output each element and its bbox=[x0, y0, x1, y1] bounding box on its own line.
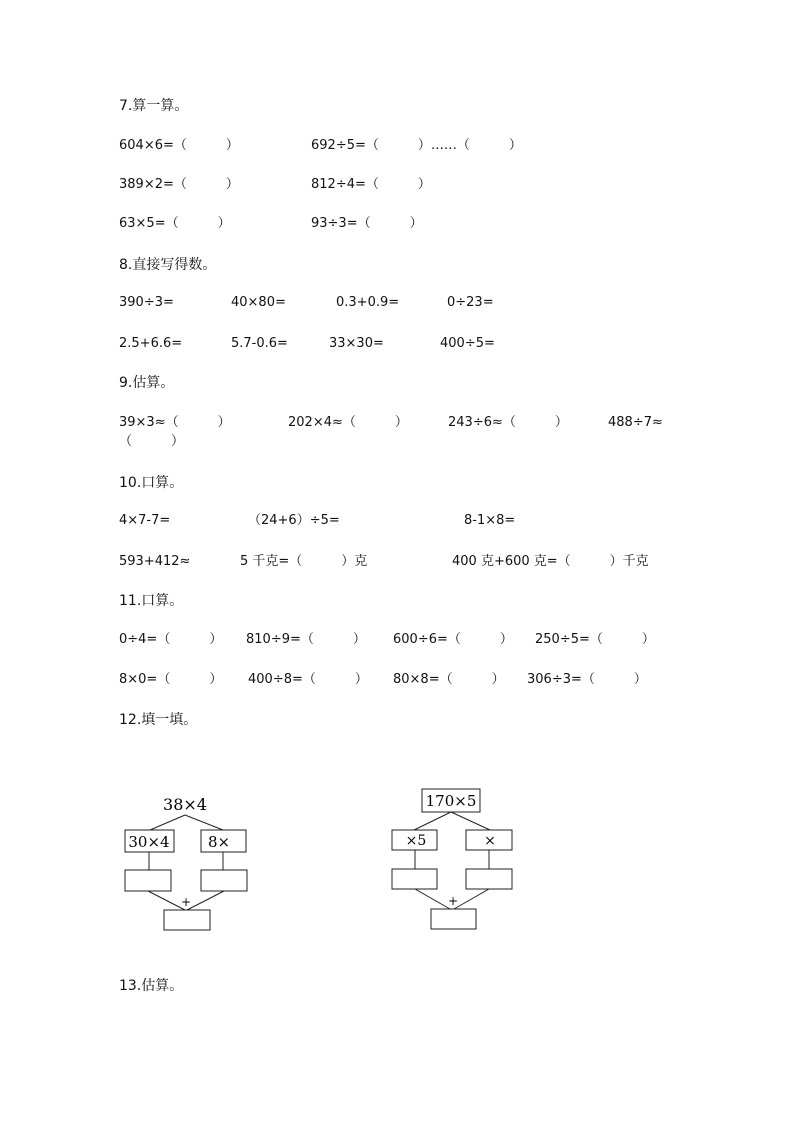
section-7-title: 7.算一算。 bbox=[119, 98, 189, 114]
problem-10-5: 5 千克=（ ）克 bbox=[240, 554, 368, 569]
section-12-title: 12.填一填。 bbox=[119, 712, 198, 728]
problem-7-6: 93÷3=（ ） bbox=[311, 216, 423, 231]
problem-8-4: 0÷23= bbox=[447, 295, 494, 310]
diagram-2-sum-box bbox=[431, 909, 476, 929]
problem-11-2: 810÷9=（ ） bbox=[246, 632, 366, 647]
problem-9-4: 488÷7≈ bbox=[608, 415, 663, 430]
diagram-2-right-answer-box bbox=[466, 869, 512, 889]
problem-8-2: 40×80= bbox=[231, 295, 286, 310]
problem-8-7: 33×30= bbox=[329, 336, 384, 351]
diagram-1-op: + bbox=[180, 895, 192, 909]
problem-11-3: 600÷6=（ ） bbox=[393, 632, 513, 647]
problem-10-2: （24+6）÷5= bbox=[248, 513, 340, 528]
problem-11-8: 306÷3=（ ） bbox=[527, 672, 647, 687]
problem-9-3: 243÷6≈（ ） bbox=[448, 415, 568, 430]
problem-9-1: 39×3≈（ ） bbox=[119, 415, 231, 430]
problem-8-1: 390÷3= bbox=[119, 295, 174, 310]
problem-11-4: 250÷5=（ ） bbox=[535, 632, 655, 647]
diagram-2-left: ×5 bbox=[405, 833, 427, 849]
section-13-title: 13.估算。 bbox=[119, 978, 184, 994]
problem-8-6: 5.7-0.6= bbox=[231, 336, 288, 351]
section-11-title: 11.口算。 bbox=[119, 593, 184, 609]
diagram-2-op: + bbox=[447, 894, 459, 908]
problem-7-2: 692÷5=（ ）……（ ） bbox=[311, 138, 522, 153]
problem-10-3: 8-1×8= bbox=[464, 513, 516, 528]
problem-7-1: 604×6=（ ） bbox=[119, 138, 239, 153]
problem-9-4-answer: （ ） bbox=[119, 434, 185, 449]
diagram-1-right-answer-box bbox=[201, 870, 247, 891]
problem-11-5: 8×0=（ ） bbox=[119, 672, 223, 687]
diagram-1-sum-box bbox=[164, 910, 210, 930]
problem-9-2: 202×4≈（ ） bbox=[288, 415, 408, 430]
problem-10-6: 400 克+600 克=（ ）千克 bbox=[452, 554, 649, 569]
diagram-2-left-answer-box bbox=[392, 869, 437, 889]
diagram-1-left-answer-box bbox=[125, 870, 171, 891]
problem-10-1: 4×7-7= bbox=[119, 513, 171, 528]
problem-7-3: 389×2=（ ） bbox=[119, 177, 239, 192]
problem-11-1: 0÷4=（ ） bbox=[119, 632, 223, 647]
diagram-1-right: 8× bbox=[207, 833, 231, 851]
problem-8-3: 0.3+0.9= bbox=[336, 295, 400, 310]
problem-10-4: 593+412≈ bbox=[119, 554, 191, 569]
diagram-2-right: × bbox=[484, 833, 496, 849]
problem-11-7: 80×8=（ ） bbox=[393, 672, 505, 687]
problem-7-5: 63×5=（ ） bbox=[119, 216, 231, 231]
problem-7-4: 812÷4=（ ） bbox=[311, 177, 431, 192]
decomposition-diagram-2 bbox=[380, 785, 530, 935]
section-10-title: 10.口算。 bbox=[119, 475, 184, 491]
diagram-1-left: 30×4 bbox=[128, 833, 170, 851]
section-8-title: 8.直接写得数。 bbox=[119, 257, 217, 273]
decomposition-diagram-1 bbox=[115, 790, 265, 940]
section-9-title: 9.估算。 bbox=[119, 375, 175, 391]
diagram-1-top: 38×4 bbox=[163, 795, 207, 814]
problem-8-8: 400÷5= bbox=[440, 336, 495, 351]
problem-11-6: 400÷8=（ ） bbox=[248, 672, 368, 687]
problem-8-5: 2.5+6.6= bbox=[119, 336, 183, 351]
diagram-2-top: 170×5 bbox=[425, 792, 477, 810]
